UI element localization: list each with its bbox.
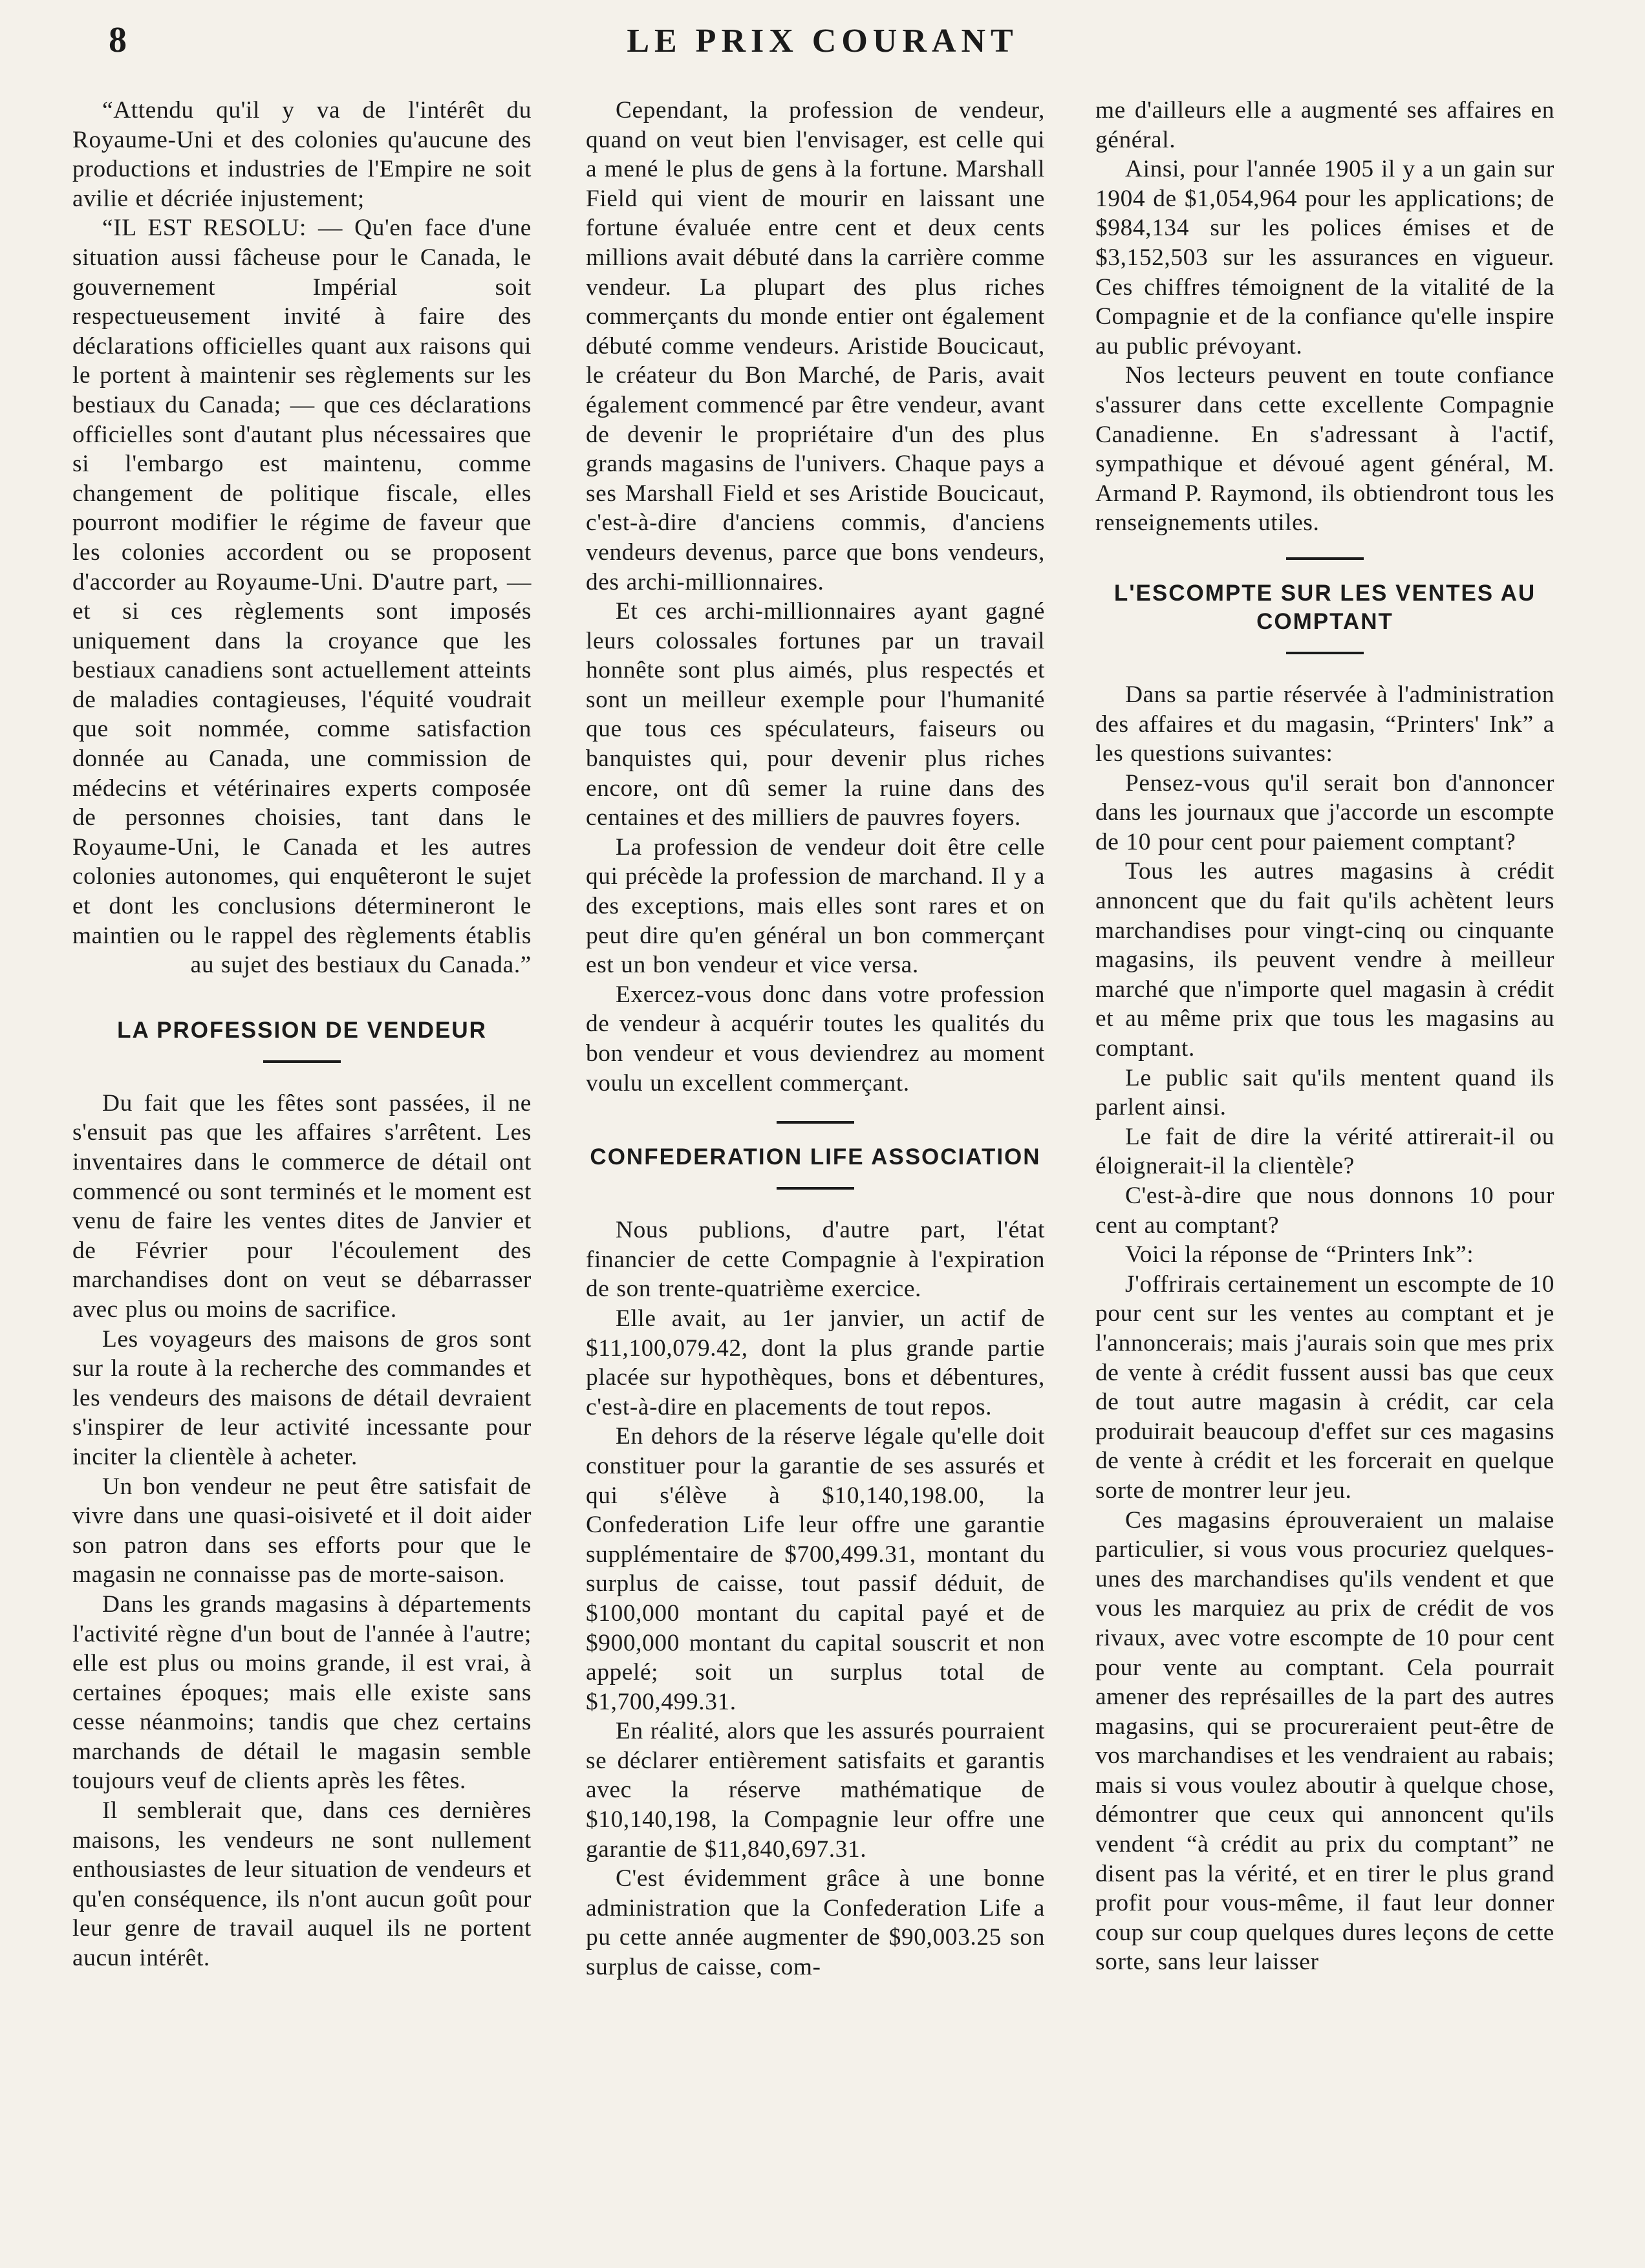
heading-rule [263, 1060, 341, 1063]
paragraph: Pensez-vous qu'il serait bon d'annoncer dans les journaux que j'accorde un escompte de 10 pour cent pour paiement comptant? [1095, 769, 1554, 855]
section-rule [1286, 557, 1364, 560]
paragraph: C'est évidemment grâce à une bonne administration que la Confederation Life a pu cette année augmenter de $90,003.25 son surplus de caisse, com- [586, 1865, 1045, 1981]
paragraph: J'offrirais certainement un escompte de 10 pour cent sur les ventes au comptant et je l'annoncerais; mais j'aurais soin que mes prix de vente à crédit fussent aussi bas que ceux de tout autre magasin à crédit, car cela produirait beaucoup d'effet sur ces magasins de vente à crédit et les forcerait en quelque sorte de montrer leur jeu. [1095, 1270, 1554, 1504]
paragraph: La profession de vendeur doit être celle qui précède la profession de marchand. Il y a des exceptions, mais elles sont rares et on peut dire qu'en général un bon commerçant est un bon vendeur et vice versa. [586, 833, 1045, 979]
heading-rule [777, 1187, 854, 1190]
paragraph: me d'ailleurs elle a augmenté ses affaires en général. [1095, 97, 1554, 153]
paragraph: C'est-à-dire que nous donnons 10 pour cent au comptant? [1095, 1182, 1554, 1239]
article-heading-profession-vendeur: LA PROFESSION DE VENDEUR [117, 1017, 487, 1043]
article-heading-escompte: L'ESCOMPTE SUR LES VENTES AU COMPTANT [1113, 580, 1536, 634]
paragraph: Dans les grands magasins à départements l'activité règne d'un bout de l'année à l'autre; elle est plus ou moins grande, il est vrai, à certaines époques; mais elle existe sans cesse néanmoins; tandis que chez certains marchands de détail le magasin semble toujours veuf de clients après les fêtes. [72, 1590, 532, 1795]
running-head-title: LE PRIX COURANT [627, 23, 1018, 59]
paragraph: Un bon vendeur ne peut être satisfait de vivre dans une quasi-oisiveté et il doit aider son patron dans ses efforts pour que le magasin ne connaisse pas de morte-saison. [72, 1473, 532, 1589]
paragraph: Cependant, la profession de vendeur, quand on veut bien l'envisager, est celle qui a mené le plus de gens à la fortune. Marshall Field qui vient de mourir en laissant une fortune évaluée entre cent et deux cents millions avait débuté dans la carrière comme vendeur. La plupart des plus riches commerçants du monde entier ont également débuté comme vendeurs. Aristide Boucicaut, le créateur du Bon Marché, de Paris, avait également commencé par être vendeur, avant de devenir le propriétaire d'un des plus grands magasins de l'univers. Chaque pays a ses Marshall Field et ses Aristide Boucicaut, c'est-à-dire d'anciens commis, d'anciens vendeurs devenus, parce que bons vendeurs, des archi-millionnaires. [586, 97, 1045, 595]
heading-rule [1286, 652, 1364, 654]
paragraph: En réalité, alors que les assurés pourraient se déclarer entièrement satisfaits et garantis avec la réserve mathématique de $10,140,198, la Compagnie leur offre une garantie de $11,840,697.31. [586, 1718, 1045, 1863]
paragraph: Il semblerait que, dans ces dernières maisons, les vendeurs ne sont nullement enthousiastes de leur situation de vendeurs et qu'en conséquence, ils n'ont aucun goût pour leur genre de travail auquel ils ne portent aucun intérêt. [72, 1797, 532, 1972]
paragraph: Le fait de dire la vérité attirerait-il ou éloignerait-il la clientèle? [1095, 1123, 1554, 1180]
paragraph: Ainsi, pour l'année 1905 il y a un gain sur 1904 de $1,054,964 pour les applications; de $984,134 sur les polices émises et de $3,152,503 sur les assurances en vigueur. Ces chiffres témoignent de la vitalité de la Compagnie et de la confiance qu'elle inspire au public prévoyant. [1095, 156, 1554, 359]
article-heading-confederation-life: CONFEDERATION LIFE ASSOCIATION [590, 1144, 1041, 1170]
column-3 [1095, 96, 1554, 2229]
paragraph: Tous les autres magasins à crédit annoncent que du fait qu'ils achètent leurs marchandises pour vingt-cinq ou cinquante magasins, ils peuvent vendre à meilleur marché que n'importe quel magasin à crédit et au même prix que tous les magasins au comptant. [1095, 858, 1554, 1062]
paragraph: “IL EST RESOLU: — Qu'en face d'une situation aussi fâcheuse pour le Canada, le gouvernement Impérial soit respectueusement invité à faire des déclarations officielles quant aux raisons qui le portent à maintenir ses règlements sur les bestiaux du Canada; — que ces déclarations officielles sont d'autant plus nécessaires que si l'embargo est maintenu, comme changement de politique fiscale, elles pourront modifier le régime de faveur que les colonies accordent ou se proposent d'accorder au Royaume-Uni. D'autre part, — et si ces règlements sont imposés uniquement dans la croyance que les bestiaux canadiens sont actuellement atteints de maladies contagieuses, l'équité voudrait que soit nommée, comme satisfaction donnée au Canada, une commission de médecins et vétérinaires experts composée de personnes choisies, tant dans le Royaume-Uni, le Canada et les autres colonies autonomes, qui enquêteront le sujet et dont les conclusions détermineront le maintien ou le rappel des règlements établis au sujet des bestiaux du Canada.” [72, 215, 532, 979]
paragraph: Le public sait qu'ils mentent quand ils parlent ainsi. [1095, 1064, 1554, 1121]
paragraph: En dehors de la réserve légale qu'elle doit constituer pour la garantie de ses assurés et qui s'élève à $10,140,198.00, la Confederation Life leur offre une garantie supplémentaire de $700,499.31, montant du surplus de caisse, tout passif déduit, de $100,000 montant du capital payé et de $900,000 montant du capital souscrit et non appelé; soit un surplus total de $1,700,499.31. [586, 1423, 1045, 1715]
paragraph: “Attendu qu'il y va de l'intérêt du Royaume-Uni et des colonies qu'aucune des productions et industries de l'Empire ne soit avilie et décriée injustement; [72, 97, 532, 212]
paragraph: Exercez-vous donc dans votre profession de vendeur à acquérir toutes les qualités du bon vendeur et vous deviendrez au moment voulu un excellent commerçant. [586, 981, 1045, 1097]
paragraph: Dans sa partie réservée à l'administration des affaires et du magasin, “Printers' Ink” a les questions suivantes: [1095, 681, 1554, 767]
page-number: 8 [109, 20, 127, 60]
paragraph: Du fait que les fêtes sont passées, il ne s'ensuit pas que les affaires s'arrêtent. Les inventaires dans le commerce de détail ont commencé ou sont terminés et le moment est venu de faire les ventes dites de Janvier et de Février pour l'écoulement des marchandises dont on veut se débarrasser avec plus ou moins de sacrifice. [72, 1089, 532, 1323]
paragraph: Elle avait, au 1er janvier, un actif de $11,100,079.42, dont la plus grande partie placée sur hypothèques, bons et débentures, c'est-à-dire en placements de tout repos. [586, 1305, 1045, 1420]
column-1 [72, 96, 532, 2236]
paragraph: Et ces archi-millionnaires ayant gagné leurs colossales fortunes par un travail honnête sont plus aimés, plus respectés et sont un meilleur exemple pour l'humanité que tous ces spéculateurs, faiseurs ou banquistes qui, pour devenir plus riches encore, ont dû semer la ruine dans des centaines et des milliers de pauvres foyers. [586, 598, 1045, 831]
column-2 [586, 96, 1045, 2262]
paragraph: Voici la réponse de “Printers Ink”: [1125, 1241, 1474, 1268]
paragraph: Nos lecteurs peuvent en toute confiance s'assurer dans cette excellente Compagnie Canadienne. En s'adressant à l'actif, sympathique et dévoué agent général, M. Armand P. Raymond, ils obtiendront tous les renseignements utiles. [1095, 362, 1554, 537]
section-rule [777, 1121, 854, 1124]
paragraph: Ces magasins éprouveraient un malaise particulier, si vous vous procuriez quelques-unes des marchandises qu'ils vendent et que vous les marquiez au prix de crédit de vos rivaux, avec votre escompte de 10 pour cent pour vente au comptant. Cela pourrait amener des représailles de la part des autres magasins, qui se procureraient peut-être de vos marchandises et les vendraient au rabais; mais si vous voulez aboutir à quelque chose, démontrer que ceux qui annoncent qu'ils vendent “à crédit au prix du comptant” ne disent pas la vérité, et en tirer le plus grand profit pour vous-même, il faut leur donner coup sur coup quelques dures leçons de cette sorte, sans leur laisser [1095, 1506, 1554, 1976]
paragraph: Nous publions, d'autre part, l'état financier de cette Compagnie à l'expiration de son trente-quatrième exercice. [586, 1217, 1045, 1303]
paragraph: Les voyageurs des maisons de gros sont sur la route à la recherche des commandes et les vendeurs des maisons de détail devraient s'inspirer de leur activité incessante pour inciter la clientèle à acheter. [72, 1325, 532, 1470]
